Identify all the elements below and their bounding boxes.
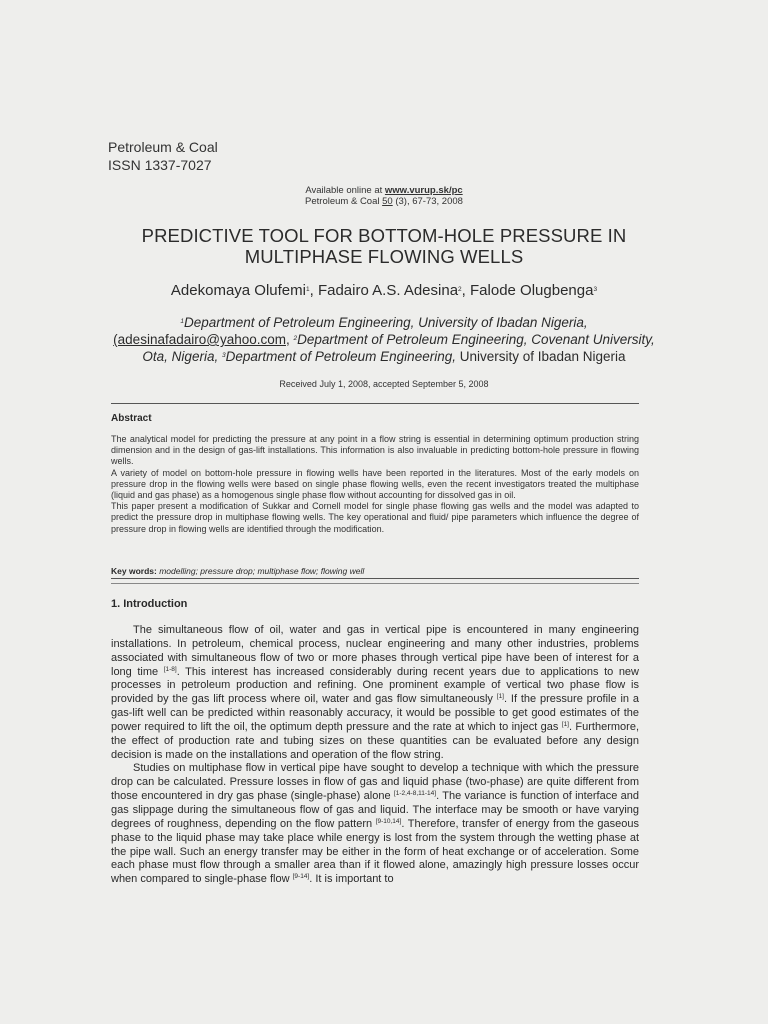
divider	[111, 403, 639, 404]
introduction-body	[111, 624, 639, 887]
abstract-heading: Abstract	[111, 413, 152, 424]
journal-header	[108, 138, 218, 174]
paper-title: PREDICTIVE TOOL FOR BOTTOM-HOLE PRESSURE IN MULTIPHASE FLOWING WELLS	[141, 225, 627, 267]
citation-ref: [9-14]	[292, 873, 310, 881]
divider	[111, 583, 639, 584]
author-name: Fadairo A.S. Adesina	[317, 282, 459, 299]
affiliations	[100, 314, 668, 365]
author-list: Adekomaya Olufemi$^1$, Fadairo A.S. Adesina$^2$, Falode Olugbenga$^3$	[170, 282, 598, 299]
keywords-label: Key words:	[111, 566, 157, 576]
author-name: Falode Olugbenga	[470, 282, 594, 299]
affiliation-line-3: Ota, Nigeria, $^3$Department of Petroleum Engineering, University of Ibadan Nigeria	[142, 349, 626, 364]
abstract-paragraph: This paper present a modification of Sukkar and Cornell model for single phase flowing gas wells and the model was adapted to predict the pressure drop in multiphase flowing wells. The key operational and fluid/ pipe parameters which influence the degree of pressure drop in flowing wells are identified through the modification.	[111, 501, 639, 534]
availability-note	[0, 185, 768, 207]
abstract-paragraph: The analytical model for predicting the pressure at any point in a flow string is essential in determining optimum production string dimension and in the design of gas-lift installations. This information is also invaluable in predicting bottom-hole pressure in flowing wells.	[111, 434, 639, 467]
author-name: Adekomaya Olufemi	[170, 282, 306, 299]
citation-line: Petroleum & Coal 50 (3), 67-73, 2008	[305, 196, 463, 207]
author-email-link[interactable]: (adesinafadairo@yahoo.com	[113, 332, 286, 347]
keywords	[111, 566, 364, 576]
divider	[111, 578, 639, 579]
affiliation-line-1: $^1$Department of Petroleum Engineering, University of Ibadan Nigeria,	[180, 315, 588, 330]
introduction-paragraph: The simultaneous flow of oil, water and gas in vertical pipe is encountered in many engineering installations. In petroleum, chemical process, nuclear engineering and many other industries, problems associated with simultaneous flow of two or more phases through vertical pipe have been of interest for a long time [1-8]. This interest has increased considerably during recent years due to applications to new processes in petroleum production and refining. One prominent example of vertical two phase flow is provided by the gas lift process where oil, water and gas flow simultaneously [1]. If the pressure profile in a gas-lift well can be predicted within reasonably accuracy, it would be possible to get good estimates of the power required to lift the oil, the optimum depth pressure and the rate at which to inject gas [1]. Furthermore, the effect of production rate and tubing sizes on these quantities can be evaluated before any design decision is made on the installations and operation of the flow string.	[111, 624, 640, 761]
citation-ref: [1]	[561, 720, 569, 728]
citation-ref: [1]	[496, 693, 504, 701]
journal-name: Petroleum & Coal	[108, 139, 218, 155]
journal-url-link[interactable]: www.vurup.sk/pc	[384, 185, 463, 196]
received-date: Received July 1, 2008, accepted September 5, 2008	[279, 379, 489, 389]
introduction-paragraph: Studies on multiphase flow in vertical pipe have sought to develop a technique with which the pressure drop can be calculated. Pressure losses in flow of gas and liquid phase (two-phase) are quite different from those encountered in dry gas phase (single-phase) alone [1-2,4-8,11-14]. The variance is function of interface and gas slippage during the simultaneous flow of gas and liquid. The interface may be smooth or have varying degrees of roughness, depending on the flow pattern [9-10,14]. Therefore, transfer of energy from the gaseous phase to the liquid phase may take place while energy is lost from the system through the wetting phase at the pipe wall. Such an energy transfer may be either in the form of heat exchange or of acceleration. Some each phase must flow through a smaller area than if it flowed alone, amazingly high pressure losses occur when compared to single-phase flow [9-14]. It is important to	[111, 762, 639, 886]
volume-number: 50	[382, 196, 393, 207]
citation-ref: [9-10,14]	[375, 817, 402, 825]
availability-line: Available online at www.vurup.sk/pc	[305, 185, 463, 196]
affiliation-line-2: (adesinafadairo@yahoo.com, $^2$Department of Petroleum Engineering, Covenant University,	[113, 332, 655, 347]
introduction-heading: 1. Introduction	[111, 598, 188, 610]
abstract-body	[111, 434, 639, 535]
citation-ref: [1-2,4-8,11-14]	[393, 790, 437, 798]
keywords-value: modelling; pressure drop; multiphase flow; flowing well	[159, 566, 365, 576]
citation-ref: [1-8]	[163, 665, 177, 673]
abstract-paragraph: A variety of model on bottom-hole pressure in flowing wells have been reported in the literatures. Most of the early models on pressure drop in the flowing wells were based on single phase flowing wells, even the recent investigators treated the multiphase (liquid and gas phase) as a homogenous single phase flow without accounting for dissolved gas in oil.	[111, 467, 639, 501]
journal-issn: ISSN 1337-7027	[108, 157, 212, 173]
